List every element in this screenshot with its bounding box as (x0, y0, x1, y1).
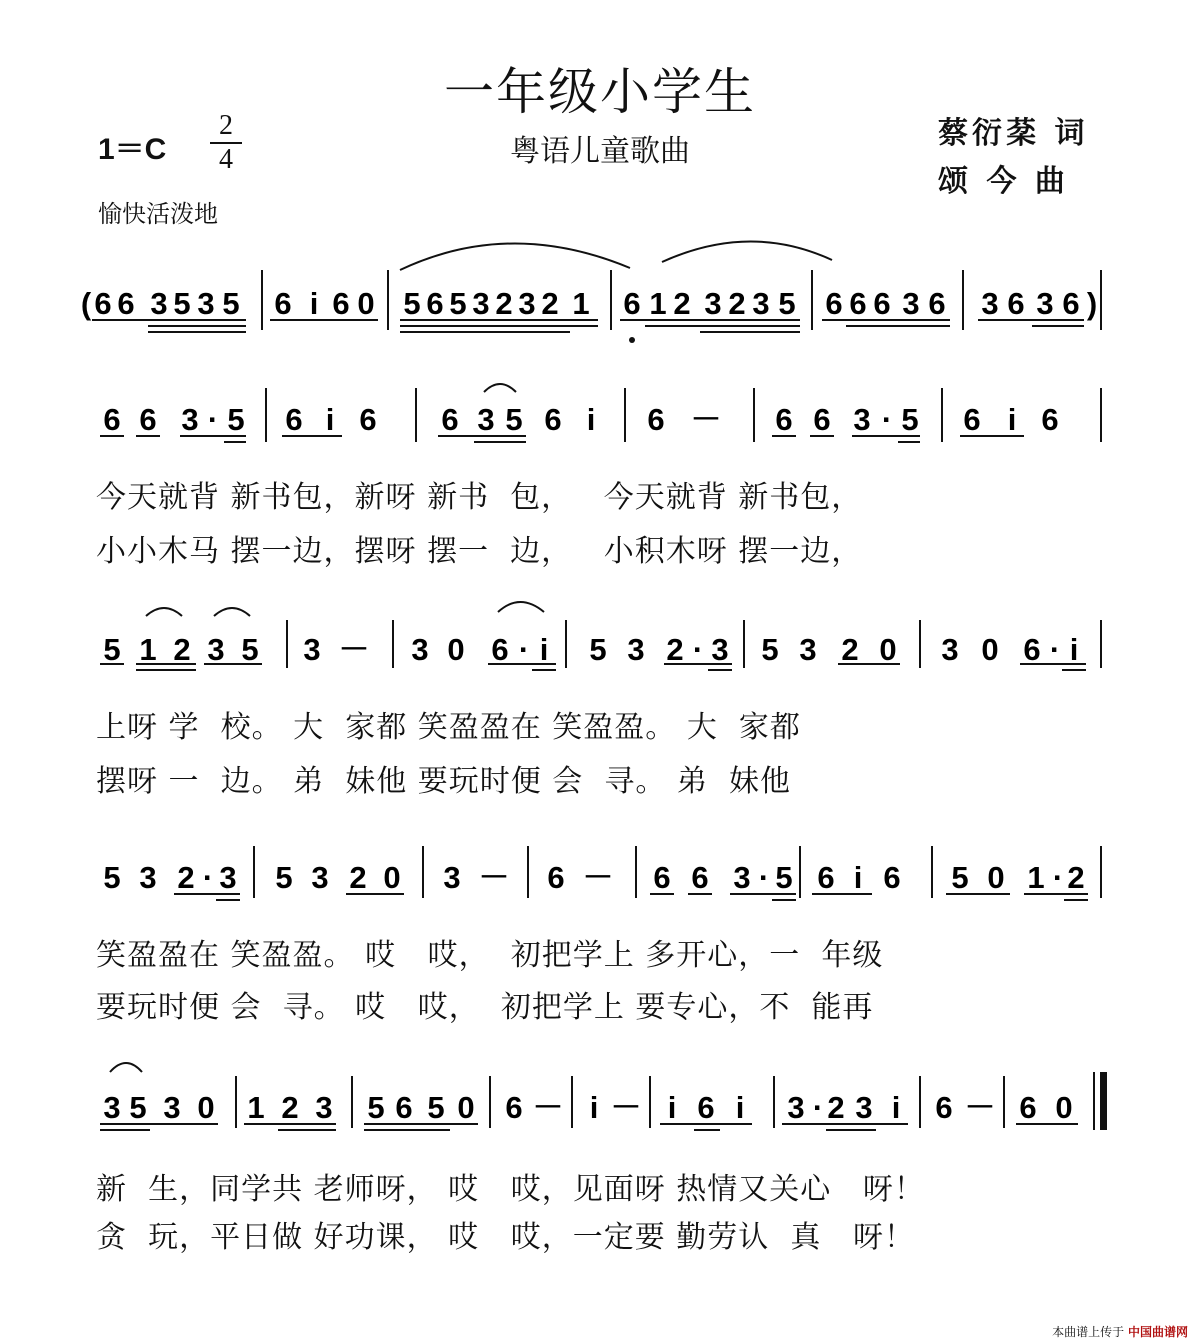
lyricist-credit: 蔡衍棻 词 (938, 116, 1089, 151)
note-digit: 5 (901, 402, 919, 437)
notes-row1-group (81, 286, 1097, 321)
barlines-row4 (254, 846, 1101, 898)
note-digit: 0 (981, 632, 999, 667)
note-digit: i (1007, 402, 1017, 437)
note-digit: 5 (227, 402, 245, 437)
note-digit: 1 (139, 632, 157, 667)
note-digit: 2 (495, 286, 513, 321)
note-digit: · (202, 860, 214, 895)
note-digit: · (758, 860, 770, 895)
notation-row-3 (100, 602, 1101, 670)
note-digit: 5 (778, 286, 796, 321)
footer-credit (1052, 1323, 1188, 1340)
note-digit: 5 (427, 1090, 445, 1125)
footer-text: 本曲谱上传于 (1052, 1325, 1125, 1339)
slur (662, 241, 832, 262)
note-digit: 5 (505, 402, 523, 437)
note-digit: 3 (150, 286, 168, 321)
note-digit: 0 (987, 860, 1005, 895)
note-digit: 5 (275, 860, 293, 895)
note-digit: 3 (103, 1090, 121, 1125)
note-digit: 3 (627, 632, 645, 667)
note-digit: 3 (733, 860, 751, 895)
note-digit: 5 (449, 286, 467, 321)
note-digit: 3 (311, 860, 329, 895)
note-digit: 3 (981, 286, 999, 321)
note-digit: 1 (572, 286, 590, 321)
note-digit: 6 (825, 286, 843, 321)
note-digit: 6 (691, 860, 709, 895)
low-octave-dot (629, 337, 635, 343)
note-digit: 6 (1062, 286, 1080, 321)
note-digit: i (1069, 632, 1079, 667)
note-digit: 3 (477, 402, 495, 437)
note-digit: － (582, 860, 614, 895)
note-digit: 6 (1007, 286, 1025, 321)
note-digit: 0 (197, 1090, 215, 1125)
note-digit: 3 (197, 286, 215, 321)
note-digit: 6 (117, 286, 135, 321)
note-digit: 5 (761, 632, 779, 667)
note-digit: 2 (827, 1090, 845, 1125)
note-digit: 2 (349, 860, 367, 895)
lyrics-row2-verse2: 小小木马 摆一边，摆呀 摆一 边， 小积木呀 摆一边， (96, 534, 863, 569)
note-digit: 6 (1041, 402, 1059, 437)
note-digit: 3 (711, 632, 729, 667)
note-digit: 2 (173, 632, 191, 667)
note-digit: · (1049, 632, 1061, 667)
note-digit: 6 (359, 402, 377, 437)
note-digit: 3 (752, 286, 770, 321)
note-digit: 0 (383, 860, 401, 895)
note-digit: 3 (163, 1090, 181, 1125)
note-digit: 6 (332, 286, 350, 321)
slur (498, 602, 544, 612)
note-digit: － (478, 860, 510, 895)
slur (214, 608, 250, 616)
note-digit: 6 (1023, 632, 1041, 667)
note-digit: 6 (395, 1090, 413, 1125)
lyrics-row3-verse2: 摆呀 一 边。 弟 妹他 要玩时便 会 寻。 弟 妹他 (96, 764, 791, 799)
underlines-row2 (100, 436, 1024, 442)
notes-row2-group (103, 402, 1058, 437)
note-digit: 6 (623, 286, 641, 321)
note-digit: 6 (1019, 1090, 1037, 1125)
note-digit: 0 (457, 1090, 475, 1125)
note-digit: · (692, 632, 704, 667)
note-digit: 6 (883, 860, 901, 895)
note-digit: 3 (799, 632, 817, 667)
note-digit: 0 (1055, 1090, 1073, 1125)
notes-row5-group (103, 1090, 1072, 1125)
note-digit: · (812, 1090, 824, 1125)
note-digit: 5 (775, 860, 793, 895)
key-signature: 1＝C (98, 133, 167, 166)
song-subtitle: 粤语儿童歌曲 (510, 134, 690, 169)
note-digit: 2 (177, 860, 195, 895)
lyrics-row2-verse1: 今天就背 新书包，新呀 新书 包， 今天就背 新书包， (96, 480, 863, 515)
note-digit: 0 (879, 632, 897, 667)
note-digit: 2 (673, 286, 691, 321)
note-digit: 6 (103, 402, 121, 437)
note-digit: 6 (285, 402, 303, 437)
slur (400, 243, 630, 270)
note-digit: 5 (129, 1090, 147, 1125)
note-digit: 6 (817, 860, 835, 895)
note-digit: 2 (281, 1090, 299, 1125)
note-digit: 3 (219, 860, 237, 895)
note-digit: · (518, 632, 530, 667)
note-digit: 3 (941, 632, 959, 667)
note-digit: 2 (1067, 860, 1085, 895)
note-digit: 3 (181, 402, 199, 437)
note-digit: 5 (403, 286, 421, 321)
note-digit: 1 (247, 1090, 265, 1125)
note-digit: · (881, 402, 893, 437)
slur (146, 608, 182, 616)
note-digit: · (1052, 860, 1064, 895)
note-digit: 5 (173, 286, 191, 321)
footer-site: 中国曲谱网 (1127, 1325, 1188, 1339)
notes-row3-group (103, 632, 1078, 667)
note-digit: 6 (813, 402, 831, 437)
lyrics-row5-verse2: 贪 玩，平日做 好功课， 哎 哎，一定要 勤劳认 真 呀！ (96, 1220, 915, 1255)
note-digit: － (338, 632, 370, 667)
note-digit: 6 (274, 286, 292, 321)
note-digit: ) (1086, 286, 1098, 321)
note-digit: 2 (666, 632, 684, 667)
note-digit: 3 (853, 402, 871, 437)
notation-row-4 (103, 846, 1101, 900)
note-digit: 6 (849, 286, 867, 321)
note-digit: 6 (441, 402, 459, 437)
note-digit: 6 (775, 402, 793, 437)
note-digit: 3 (139, 860, 157, 895)
note-digit: － (964, 1090, 996, 1125)
notation-row-5 (100, 1063, 1107, 1130)
note-digit: 6 (139, 402, 157, 437)
lyrics-row4-verse1: 笑盈盈在 笑盈盈。 哎 哎， 初把学上 多开心，一 年级 (96, 938, 884, 973)
note-digit: 6 (505, 1090, 523, 1125)
note-digit: 6 (426, 286, 444, 321)
note-digit: 5 (951, 860, 969, 895)
note-digit: 3 (472, 286, 490, 321)
composer-credit: 颂 今 曲 (938, 164, 1069, 199)
underlines-row1 (92, 320, 1084, 332)
notes-row4-group (103, 860, 1084, 895)
note-digit: 0 (357, 286, 375, 321)
note-digit: 1 (649, 286, 667, 321)
note-digit: 3 (207, 632, 225, 667)
note-digit: 3 (787, 1090, 805, 1125)
note-digit: － (532, 1090, 564, 1125)
note-digit: 3 (443, 860, 461, 895)
note-digit: 6 (544, 402, 562, 437)
tempo-marking: 愉快活泼地 (98, 200, 218, 228)
note-digit: ( (80, 286, 92, 321)
notation-row-2 (100, 384, 1101, 442)
note-digit: 3 (518, 286, 536, 321)
note-digit: 6 (873, 286, 891, 321)
note-digit: 6 (491, 632, 509, 667)
time-signature-top: 2 (219, 110, 233, 141)
note-digit: i (891, 1090, 901, 1125)
note-digit: 6 (935, 1090, 953, 1125)
slur (110, 1063, 142, 1072)
final-barline (1100, 1072, 1107, 1130)
note-digit: i (735, 1090, 745, 1125)
time-signature-bottom: 4 (219, 144, 233, 175)
note-digit: 1 (1027, 860, 1045, 895)
note-digit: 0 (447, 632, 465, 667)
note-digit: － (690, 402, 722, 437)
note-digit: i (309, 286, 319, 321)
note-digit: i (667, 1090, 677, 1125)
note-digit: 6 (697, 1090, 715, 1125)
note-digit: 3 (902, 286, 920, 321)
note-digit: 2 (541, 286, 559, 321)
note-digit: 5 (241, 632, 259, 667)
note-digit: 5 (367, 1090, 385, 1125)
note-digit: 3 (303, 632, 321, 667)
note-digit: 6 (94, 286, 112, 321)
note-digit: 2 (841, 632, 859, 667)
note-digit: i (589, 1090, 599, 1125)
note-digit: 3 (315, 1090, 333, 1125)
note-digit: 3 (411, 632, 429, 667)
note-digit: 6 (653, 860, 671, 895)
note-digit: 5 (589, 632, 607, 667)
note-digit: 5 (222, 286, 240, 321)
note-digit: · (207, 402, 219, 437)
slur (484, 384, 516, 392)
note-digit: i (853, 860, 863, 895)
note-digit: i (325, 402, 335, 437)
note-digit: 3 (704, 286, 722, 321)
note-digit: － (610, 1090, 642, 1125)
note-digit: 3 (1036, 286, 1054, 321)
note-digit: 6 (647, 402, 665, 437)
note-digit: i (586, 402, 596, 437)
note-digit: i (539, 632, 549, 667)
lyrics-row4-verse2: 要玩时便 会 寻。 哎 哎， 初把学上 要专心，不 能再 (96, 990, 874, 1025)
song-title: 一年级小学生 (444, 63, 756, 121)
note-digit: 5 (103, 632, 121, 667)
note-digit: 5 (103, 860, 121, 895)
note-digit: 6 (963, 402, 981, 437)
note-digit: 3 (855, 1090, 873, 1125)
lyrics-row5-verse1: 新 生，同学共 老师呀， 哎 哎，见面呀 热情又关心 呀！ (96, 1172, 925, 1207)
notation-row-1 (81, 241, 1101, 343)
lyrics-row3-verse1: 上呀 学 校。 大 家都 笑盈盈在 笑盈盈。 大 家都 (96, 710, 801, 745)
note-digit: 6 (928, 286, 946, 321)
note-digit: 2 (728, 286, 746, 321)
note-digit: 6 (547, 860, 565, 895)
